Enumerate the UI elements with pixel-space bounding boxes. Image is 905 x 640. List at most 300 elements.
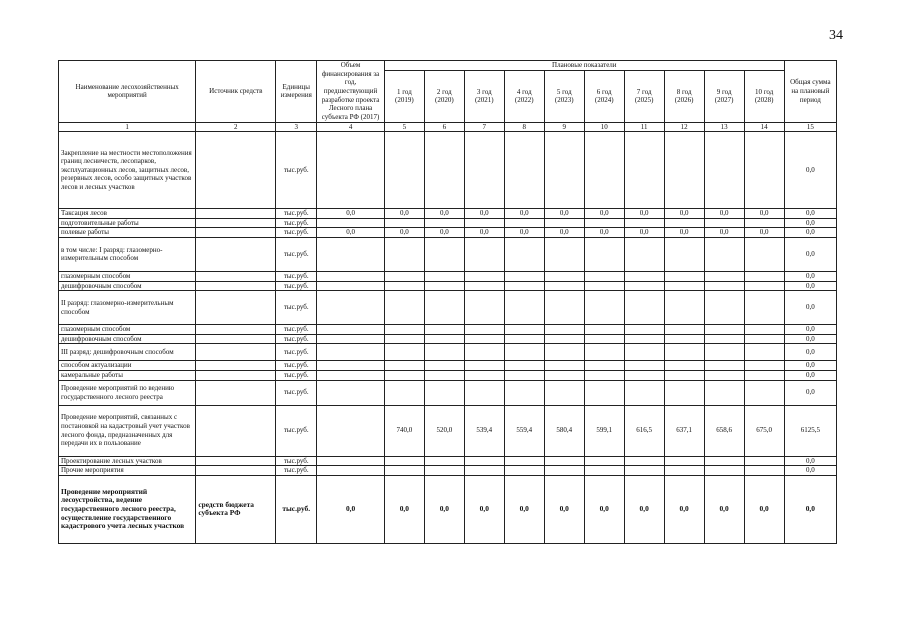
row-volume <box>317 405 385 456</box>
row-year-value: 0,0 <box>464 475 504 543</box>
column-number: 10 <box>584 122 624 132</box>
row-year-value <box>504 370 544 380</box>
row-source <box>196 334 276 344</box>
table-row <box>59 291 837 325</box>
table-row <box>59 209 837 219</box>
row-total: 0,0 <box>784 475 836 543</box>
row-unit: тыс.руб. <box>276 291 317 325</box>
row-year-value <box>704 361 744 371</box>
row-name: III разряд: дешифровочным способом <box>59 344 196 361</box>
row-year-value <box>624 370 664 380</box>
row-volume <box>317 361 385 371</box>
column-number: 8 <box>504 122 544 132</box>
row-total: 0,0 <box>784 334 836 344</box>
row-total: 0,0 <box>784 209 836 219</box>
row-year-value <box>664 361 704 371</box>
row-year-value <box>664 334 704 344</box>
row-unit: тыс.руб. <box>276 334 317 344</box>
row-year-value: 0,0 <box>704 228 744 238</box>
table-row <box>59 237 837 271</box>
row-year-value: 0,0 <box>504 228 544 238</box>
row-total: 0,0 <box>784 218 836 228</box>
row-unit: тыс.руб. <box>276 466 317 476</box>
row-year-value <box>384 456 424 466</box>
row-year-value <box>424 334 464 344</box>
row-year-value <box>744 237 784 271</box>
row-source <box>196 228 276 238</box>
row-volume <box>317 370 385 380</box>
row-year-value <box>664 271 704 281</box>
table-row <box>59 271 837 281</box>
row-total: 6125,5 <box>784 405 836 456</box>
table-row <box>59 466 837 476</box>
row-year-value <box>424 325 464 335</box>
row-year-value <box>424 132 464 209</box>
row-unit: тыс.руб. <box>276 405 317 456</box>
row-year-value: 0,0 <box>624 475 664 543</box>
column-number: 12 <box>664 122 704 132</box>
row-volume: 0,0 <box>317 228 385 238</box>
row-year-value <box>464 456 504 466</box>
row-year-value <box>544 466 584 476</box>
row-year-value <box>584 466 624 476</box>
row-year-value <box>544 325 584 335</box>
row-year-value <box>504 291 544 325</box>
row-name: в том числе: I разряд: глазомерно-измерительным способом <box>59 237 196 271</box>
row-year-value <box>744 291 784 325</box>
row-year-value <box>384 380 424 405</box>
table-row <box>59 325 837 335</box>
row-year-value <box>384 361 424 371</box>
row-total: 0,0 <box>784 271 836 281</box>
row-unit: тыс.руб. <box>276 237 317 271</box>
row-year-value: 0,0 <box>704 209 744 219</box>
row-year-value <box>584 281 624 291</box>
row-year-value <box>584 291 624 325</box>
row-year-value: 637,1 <box>664 405 704 456</box>
row-year-value: 0,0 <box>664 475 704 543</box>
row-unit: тыс.руб. <box>276 380 317 405</box>
row-year-value: 0,0 <box>424 228 464 238</box>
row-year-value <box>544 281 584 291</box>
table-row <box>59 281 837 291</box>
row-year-value <box>464 344 504 361</box>
column-number: 11 <box>624 122 664 132</box>
row-name: Прочие мероприятия <box>59 466 196 476</box>
row-name: Таксация лесов <box>59 209 196 219</box>
row-year-value <box>384 334 424 344</box>
row-year-value <box>544 132 584 209</box>
row-unit: тыс.руб. <box>276 325 317 335</box>
row-year-value: 0,0 <box>424 475 464 543</box>
row-volume <box>317 132 385 209</box>
table-row <box>59 361 837 371</box>
row-source <box>196 132 276 209</box>
row-volume: 0,0 <box>317 475 385 543</box>
row-year-value <box>744 380 784 405</box>
row-volume <box>317 271 385 281</box>
row-year-value <box>464 325 504 335</box>
row-year-value: 0,0 <box>384 209 424 219</box>
row-year-value <box>744 370 784 380</box>
row-year-value <box>544 361 584 371</box>
row-year-value: 0,0 <box>704 475 744 543</box>
row-year-value <box>424 281 464 291</box>
row-year-value <box>704 370 744 380</box>
column-number: 4 <box>317 122 385 132</box>
row-total: 0,0 <box>784 380 836 405</box>
row-year-value <box>544 237 584 271</box>
row-year-value: 539,4 <box>464 405 504 456</box>
row-year-value <box>624 344 664 361</box>
header-year: 6 год (2024) <box>584 70 624 122</box>
row-year-value <box>624 291 664 325</box>
row-source <box>196 361 276 371</box>
row-year-value <box>744 361 784 371</box>
row-total: 0,0 <box>784 228 836 238</box>
row-volume <box>317 237 385 271</box>
row-year-value <box>424 271 464 281</box>
column-number: 13 <box>704 122 744 132</box>
row-year-value <box>664 281 704 291</box>
row-year-value: 0,0 <box>544 228 584 238</box>
row-year-value <box>704 456 744 466</box>
row-year-value <box>664 291 704 325</box>
row-year-value <box>544 334 584 344</box>
row-year-value <box>744 218 784 228</box>
row-year-value <box>464 380 504 405</box>
row-year-value <box>384 344 424 361</box>
row-year-value <box>584 218 624 228</box>
row-source <box>196 281 276 291</box>
row-volume <box>317 291 385 325</box>
table-row <box>59 334 837 344</box>
row-year-value <box>584 344 624 361</box>
page-number: 34 <box>829 28 843 43</box>
row-year-value <box>464 466 504 476</box>
header-name: Наименование лесохозяйственных мероприятий <box>59 61 196 123</box>
row-source <box>196 218 276 228</box>
row-unit: тыс.руб. <box>276 209 317 219</box>
row-year-value <box>584 456 624 466</box>
row-year-value <box>424 370 464 380</box>
row-year-value: 675,0 <box>744 405 784 456</box>
row-name: глазомерным способом <box>59 271 196 281</box>
row-year-value: 0,0 <box>384 228 424 238</box>
column-number: 2 <box>196 122 276 132</box>
row-year-value <box>504 344 544 361</box>
row-year-value: 740,0 <box>384 405 424 456</box>
row-year-value <box>504 281 544 291</box>
row-year-value <box>544 271 584 281</box>
row-year-value <box>424 218 464 228</box>
row-year-value <box>744 271 784 281</box>
row-year-value: 0,0 <box>544 475 584 543</box>
row-year-value: 520,0 <box>424 405 464 456</box>
row-year-value <box>464 281 504 291</box>
column-number: 1 <box>59 122 196 132</box>
row-year-value <box>704 218 744 228</box>
column-number: 3 <box>276 122 317 132</box>
row-year-value <box>504 218 544 228</box>
row-unit: тыс.руб. <box>276 271 317 281</box>
row-source <box>196 209 276 219</box>
row-year-value <box>384 132 424 209</box>
header-year: 10 год (2028) <box>744 70 784 122</box>
row-year-value <box>704 380 744 405</box>
row-year-value <box>624 334 664 344</box>
header-year: 7 год (2025) <box>624 70 664 122</box>
row-year-value <box>664 370 704 380</box>
column-number: 5 <box>384 122 424 132</box>
header-year: 2 год (2020) <box>424 70 464 122</box>
row-name: II разряд: глазомерно-измерительным способом <box>59 291 196 325</box>
header-year: 9 год (2027) <box>704 70 744 122</box>
header-volume: Объем финансирования за год, предшествующий разработке проекта Лесного плана субъекта РФ (2017) <box>317 61 385 123</box>
row-year-value <box>384 291 424 325</box>
row-year-value <box>544 380 584 405</box>
row-year-value <box>384 466 424 476</box>
row-year-value <box>584 237 624 271</box>
row-year-value <box>424 361 464 371</box>
row-year-value <box>504 237 544 271</box>
row-year-value <box>504 271 544 281</box>
column-number: 14 <box>744 122 784 132</box>
row-name: Проектирование лесных участков <box>59 456 196 466</box>
row-year-value <box>384 237 424 271</box>
row-year-value <box>744 466 784 476</box>
row-year-value <box>424 456 464 466</box>
row-name: дешифровочным способом <box>59 334 196 344</box>
row-year-value <box>584 380 624 405</box>
row-total: 0,0 <box>784 370 836 380</box>
row-source <box>196 456 276 466</box>
row-year-value <box>504 132 544 209</box>
column-number: 15 <box>784 122 836 132</box>
forest-plan-table <box>58 60 837 544</box>
row-volume <box>317 334 385 344</box>
row-total: 0,0 <box>784 281 836 291</box>
row-year-value: 0,0 <box>584 475 624 543</box>
row-year-value <box>464 237 504 271</box>
row-name: глазомерным способом <box>59 325 196 335</box>
row-year-value <box>584 271 624 281</box>
row-year-value <box>664 456 704 466</box>
header-year: 5 год (2023) <box>544 70 584 122</box>
row-unit: тыс.руб. <box>276 361 317 371</box>
row-year-value: 0,0 <box>744 228 784 238</box>
row-year-value <box>624 132 664 209</box>
row-year-value <box>424 344 464 361</box>
row-year-value <box>544 344 584 361</box>
row-year-value <box>384 281 424 291</box>
row-year-value <box>704 344 744 361</box>
row-volume <box>317 456 385 466</box>
row-volume <box>317 218 385 228</box>
table-row <box>59 405 837 456</box>
row-year-value <box>584 361 624 371</box>
row-year-value <box>664 325 704 335</box>
row-year-value <box>544 456 584 466</box>
row-year-value <box>504 334 544 344</box>
row-year-value: 0,0 <box>504 475 544 543</box>
row-year-value <box>544 370 584 380</box>
row-source: средств бюджета субъекта РФ <box>196 475 276 543</box>
row-year-value <box>424 237 464 271</box>
row-year-value <box>624 466 664 476</box>
row-year-value <box>664 344 704 361</box>
row-unit: тыс.руб. <box>276 456 317 466</box>
row-name: Проведение мероприятий лесоустройства, ведение государственного лесного реестра, осуществление государственного кадастрового учета лесных участков <box>59 475 196 543</box>
row-volume <box>317 380 385 405</box>
row-year-value <box>424 291 464 325</box>
row-total: 0,0 <box>784 456 836 466</box>
row-total: 0,0 <box>784 325 836 335</box>
row-source <box>196 291 276 325</box>
row-year-value <box>744 456 784 466</box>
row-year-value <box>664 466 704 476</box>
header-year: 3 год (2021) <box>464 70 504 122</box>
row-name: дешифровочным способом <box>59 281 196 291</box>
row-year-value <box>464 271 504 281</box>
row-year-value <box>624 237 664 271</box>
row-total: 0,0 <box>784 237 836 271</box>
row-year-value <box>744 325 784 335</box>
row-total: 0,0 <box>784 132 836 209</box>
header-planned: Плановые показатели <box>384 61 784 71</box>
header-year: 8 год (2026) <box>664 70 704 122</box>
row-total: 0,0 <box>784 466 836 476</box>
table-row <box>59 456 837 466</box>
row-year-value <box>544 218 584 228</box>
row-year-value <box>624 380 664 405</box>
row-source <box>196 237 276 271</box>
row-year-value: 0,0 <box>384 475 424 543</box>
row-year-value: 0,0 <box>744 475 784 543</box>
header-year: 1 год (2019) <box>384 70 424 122</box>
row-year-value <box>624 325 664 335</box>
row-year-value <box>744 344 784 361</box>
row-year-value <box>704 466 744 476</box>
row-total: 0,0 <box>784 291 836 325</box>
row-unit: тыс.руб. <box>276 281 317 291</box>
row-year-value <box>624 361 664 371</box>
row-year-value <box>704 334 744 344</box>
row-year-value <box>584 325 624 335</box>
row-year-value: 658,6 <box>704 405 744 456</box>
row-year-value <box>624 281 664 291</box>
row-year-value: 0,0 <box>464 209 504 219</box>
row-year-value: 0,0 <box>744 209 784 219</box>
row-year-value <box>464 218 504 228</box>
row-year-value <box>464 361 504 371</box>
row-year-value <box>424 466 464 476</box>
row-unit: тыс.руб. <box>276 475 317 543</box>
table-row <box>59 228 837 238</box>
header-year: 4 год (2022) <box>504 70 544 122</box>
row-year-value <box>624 218 664 228</box>
row-unit: тыс.руб. <box>276 132 317 209</box>
row-source <box>196 271 276 281</box>
row-year-value: 580,4 <box>544 405 584 456</box>
row-volume <box>317 344 385 361</box>
row-year-value <box>744 132 784 209</box>
row-unit: тыс.руб. <box>276 228 317 238</box>
row-year-value <box>424 380 464 405</box>
row-year-value: 0,0 <box>584 228 624 238</box>
row-year-value: 0,0 <box>664 209 704 219</box>
row-year-value <box>384 370 424 380</box>
row-year-value: 616,5 <box>624 405 664 456</box>
row-year-value <box>464 132 504 209</box>
row-name: Проведение мероприятий, связанных с постановкой на кадастровый учет участков лесного фонда, предназначенных для передачи их в пользование <box>59 405 196 456</box>
row-year-value: 0,0 <box>624 209 664 219</box>
row-source <box>196 344 276 361</box>
row-year-value <box>464 334 504 344</box>
row-year-value: 0,0 <box>504 209 544 219</box>
column-number: 6 <box>424 122 464 132</box>
row-year-value <box>664 380 704 405</box>
row-year-value <box>664 132 704 209</box>
table-row <box>59 218 837 228</box>
row-year-value <box>704 291 744 325</box>
row-source <box>196 466 276 476</box>
row-year-value: 599,1 <box>584 405 624 456</box>
row-year-value <box>704 325 744 335</box>
row-year-value <box>464 291 504 325</box>
row-year-value <box>624 271 664 281</box>
table-row <box>59 475 837 543</box>
row-year-value <box>664 218 704 228</box>
row-volume: 0,0 <box>317 209 385 219</box>
column-number: 9 <box>544 122 584 132</box>
row-year-value <box>504 466 544 476</box>
row-name: камеральные работы <box>59 370 196 380</box>
row-year-value <box>704 132 744 209</box>
row-year-value <box>384 218 424 228</box>
column-number: 7 <box>464 122 504 132</box>
row-source <box>196 370 276 380</box>
row-year-value <box>664 237 704 271</box>
row-volume <box>317 281 385 291</box>
row-unit: тыс.руб. <box>276 370 317 380</box>
row-year-value: 0,0 <box>464 228 504 238</box>
row-year-value <box>744 334 784 344</box>
row-year-value <box>504 456 544 466</box>
row-source <box>196 405 276 456</box>
row-name: Проведение мероприятий по ведению государственного лесного реестра <box>59 380 196 405</box>
table-row <box>59 344 837 361</box>
row-name: подготовительные работы <box>59 218 196 228</box>
header-source: Источник средств <box>196 61 276 123</box>
header-unit: Единицы измерения <box>276 61 317 123</box>
row-year-value: 0,0 <box>544 209 584 219</box>
row-year-value <box>384 271 424 281</box>
table-row <box>59 380 837 405</box>
row-year-value <box>504 380 544 405</box>
row-year-value: 559,4 <box>504 405 544 456</box>
row-year-value <box>584 370 624 380</box>
header-total: Общая сумма на плановый период <box>784 61 836 123</box>
row-unit: тыс.руб. <box>276 344 317 361</box>
row-total: 0,0 <box>784 361 836 371</box>
row-year-value <box>584 334 624 344</box>
row-year-value <box>464 370 504 380</box>
row-year-value <box>624 456 664 466</box>
row-name: полевые работы <box>59 228 196 238</box>
row-year-value: 0,0 <box>624 228 664 238</box>
row-year-value <box>744 281 784 291</box>
